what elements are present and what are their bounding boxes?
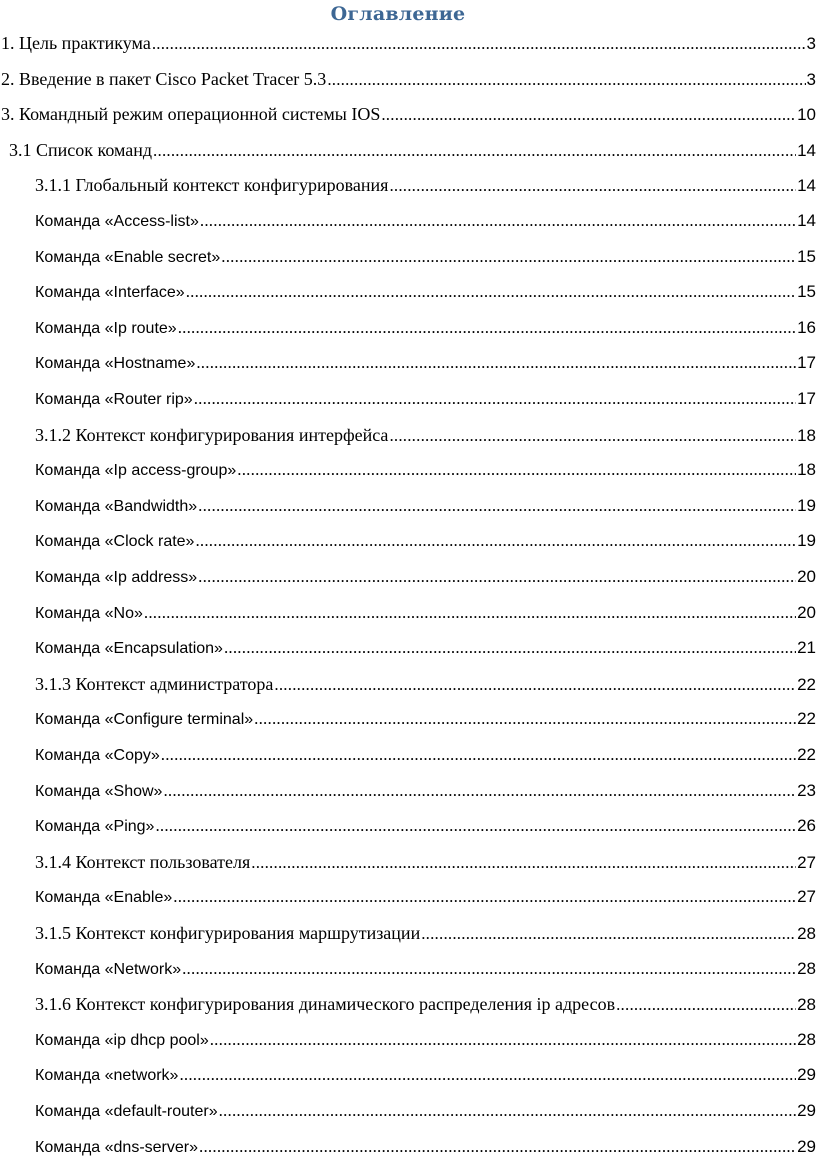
toc-entry[interactable] — [9, 137, 816, 163]
toc-entry-page-number: 22 — [797, 709, 816, 729]
toc-dot-leader — [196, 350, 796, 376]
toc-entry-page-number: 29 — [797, 1065, 816, 1085]
toc-entry-label: Команда «Access-list» — [35, 213, 199, 230]
toc-dot-leader — [254, 706, 796, 732]
toc-dot-leader — [224, 635, 796, 661]
toc-entry-label: Команда «Ip address» — [35, 569, 198, 586]
toc-dot-leader — [237, 457, 796, 483]
toc-entry[interactable] — [35, 386, 816, 412]
toc-entry-page-number: 22 — [797, 674, 816, 694]
toc-entry-label: Команда «Enable» — [35, 889, 173, 907]
toc-entry[interactable] — [35, 706, 816, 732]
toc-entry-label: Команда «Copy» — [35, 747, 160, 764]
toc-entry-page-number: 17 — [797, 389, 816, 408]
toc-dot-leader — [274, 672, 796, 698]
toc-entry[interactable] — [35, 956, 816, 982]
toc-dot-leader — [198, 564, 796, 590]
toc-dot-leader — [251, 850, 796, 876]
toc-title: Оглавление — [330, 3, 466, 25]
toc-entry[interactable] — [35, 493, 816, 519]
toc-entry[interactable] — [35, 600, 816, 626]
toc-entry-label: Команда «Ip access-group» — [35, 462, 237, 480]
toc-entry-label: Команда «Configure terminal» — [35, 711, 254, 729]
toc-entry-label: 3.1.2 Контекст конфигурирования интерфейса — [35, 424, 389, 445]
toc-entry[interactable] — [35, 991, 816, 1017]
toc-entry-page-number: 21 — [797, 638, 816, 658]
toc-entry-page-number: 14 — [797, 140, 816, 160]
toc-entry[interactable] — [1, 66, 816, 92]
toc-dot-leader — [161, 742, 796, 768]
toc-entry-page-number: 27 — [797, 852, 816, 872]
toc-entry-page-number: 29 — [797, 1101, 816, 1120]
toc-entry-page-number: 15 — [797, 246, 816, 266]
toc-dot-leader — [210, 1027, 796, 1053]
toc-dot-leader — [221, 244, 796, 270]
toc-entry-label: 3.1 Список команд — [9, 139, 153, 160]
toc-dot-leader — [198, 493, 796, 519]
toc-entry-page-number: 27 — [797, 887, 816, 907]
toc-dot-leader — [327, 67, 805, 93]
toc-dot-leader — [219, 1098, 796, 1124]
toc-dot-leader — [153, 138, 796, 164]
toc-dot-leader — [178, 315, 796, 341]
toc-entry-page-number: 14 — [797, 176, 816, 196]
toc-entry[interactable] — [35, 920, 816, 946]
toc-entry-label: 3.1.5 Контекст конфигурирования маршрутизации — [35, 923, 421, 943]
toc-entry-page-number: 28 — [797, 924, 816, 943]
toc-entry[interactable] — [35, 208, 816, 234]
toc-entry-page-number: 3 — [806, 69, 816, 89]
toc-entry-page-number: 10 — [797, 105, 816, 125]
toc-dot-leader — [199, 1134, 796, 1160]
toc-entry-label: Команда «Show» — [35, 782, 163, 800]
toc-entry[interactable] — [35, 457, 816, 483]
toc-entry-label: Команда «Router rip» — [35, 391, 193, 408]
toc-entry[interactable] — [35, 422, 816, 448]
toc-entry[interactable] — [35, 244, 816, 270]
toc-dot-leader — [616, 992, 796, 1018]
toc-entry-label: Команда «Encapsulation» — [35, 640, 223, 658]
toc-entry-label: Команда «Hostname» — [35, 355, 196, 373]
toc-dot-leader — [195, 528, 796, 554]
toc-entry-label: 2. Введение в пакет Cisco Packet Tracer 5.3 — [1, 68, 327, 89]
toc-entry[interactable] — [35, 564, 816, 590]
toc-dot-leader — [152, 31, 806, 57]
toc-entry-label: Команда «default-router» — [35, 1103, 218, 1120]
toc-entry-label: Команда «Clock rate» — [35, 533, 195, 551]
toc-entry-page-number: 29 — [797, 1136, 816, 1156]
toc-entry-page-number: 18 — [797, 425, 816, 445]
toc-entry-label: Команда «dns-server» — [35, 1138, 199, 1156]
toc-entry[interactable] — [35, 813, 816, 839]
toc-entry-label: 3. Командный режим операционной системы IOS — [1, 104, 381, 125]
toc-entry-page-number: 15 — [797, 282, 816, 302]
toc-entry[interactable] — [35, 279, 816, 305]
toc-entry-label: Команда «ip dhcp pool» — [35, 1031, 209, 1049]
toc-entry-label: Команда «Ip route» — [35, 319, 177, 337]
toc-entry[interactable] — [35, 742, 816, 768]
toc-entry[interactable] — [35, 884, 816, 910]
toc-entry-page-number: 19 — [797, 495, 816, 515]
toc-entry-page-number: 20 — [797, 602, 816, 622]
toc-entry-page-number: 3 — [806, 34, 816, 53]
toc-entry-page-number: 19 — [797, 531, 816, 551]
toc-entry-label: Команда «No» — [35, 604, 143, 622]
toc-entry-label: 3.1.4 Контекст пользователя — [35, 851, 251, 872]
toc-entry[interactable] — [35, 635, 816, 661]
toc-entry-page-number: 22 — [797, 745, 816, 764]
toc-entry[interactable] — [35, 1062, 816, 1088]
toc-entry[interactable] — [35, 172, 816, 198]
toc-entry[interactable] — [1, 30, 816, 56]
toc-dot-leader — [155, 813, 796, 839]
toc-entry[interactable] — [35, 778, 816, 804]
toc-entry[interactable] — [35, 528, 816, 554]
toc-entry[interactable] — [1, 101, 816, 127]
toc-dot-leader — [179, 1062, 796, 1088]
toc-entry-label: 1. Цель практикума — [1, 33, 151, 53]
toc-entry-label: 3.1.6 Контекст конфигурирования динамического распределения ip адресов — [35, 994, 616, 1015]
toc-dot-leader — [421, 921, 796, 947]
toc-dot-leader — [194, 386, 796, 412]
toc-entry[interactable] — [35, 1134, 816, 1160]
toc-dot-leader — [163, 778, 796, 804]
toc-entry-page-number: 17 — [797, 353, 816, 373]
toc-entry-page-number: 16 — [797, 317, 816, 337]
toc-entry-label: 3.1.3 Контекст администратора — [35, 673, 274, 694]
toc-entry-page-number: 20 — [797, 567, 816, 586]
toc-entry-label: Команда «Interface» — [35, 284, 185, 302]
toc-dot-leader — [173, 884, 796, 910]
toc-dot-leader — [144, 600, 796, 626]
toc-entry-page-number: 18 — [797, 460, 816, 480]
toc-dot-leader — [381, 102, 796, 128]
toc-entry[interactable] — [35, 315, 816, 341]
toc-entry[interactable] — [35, 671, 816, 697]
toc-entry[interactable] — [35, 849, 816, 875]
toc-entry-label: Команда «Ping» — [35, 818, 155, 836]
toc-entry[interactable] — [35, 1098, 816, 1124]
toc-entry[interactable] — [35, 350, 816, 376]
toc-entry-label: Команда «Enable secret» — [35, 248, 221, 266]
toc-dot-leader — [389, 173, 796, 199]
toc-entry-page-number: 28 — [797, 995, 816, 1015]
toc-dot-leader — [186, 279, 796, 305]
toc-entry-page-number: 23 — [797, 780, 816, 800]
toc-entry-label: Команда «Bandwidth» — [35, 497, 198, 515]
toc-dot-leader — [389, 423, 796, 449]
toc-dot-leader — [200, 208, 796, 234]
toc-entry-label: 3.1.1 Глобальный контекст конфигурирования — [35, 175, 389, 196]
toc-entry[interactable] — [35, 1027, 816, 1053]
toc-dot-leader — [182, 956, 796, 982]
toc-entry-page-number: 14 — [797, 211, 816, 230]
toc-entry-label: Команда «Network» — [35, 960, 182, 978]
toc-entry-label: Команда «network» — [35, 1067, 179, 1085]
toc-entry-page-number: 28 — [797, 1029, 816, 1049]
toc-entry-page-number: 28 — [797, 958, 816, 978]
toc-entry-page-number: 26 — [797, 816, 816, 836]
